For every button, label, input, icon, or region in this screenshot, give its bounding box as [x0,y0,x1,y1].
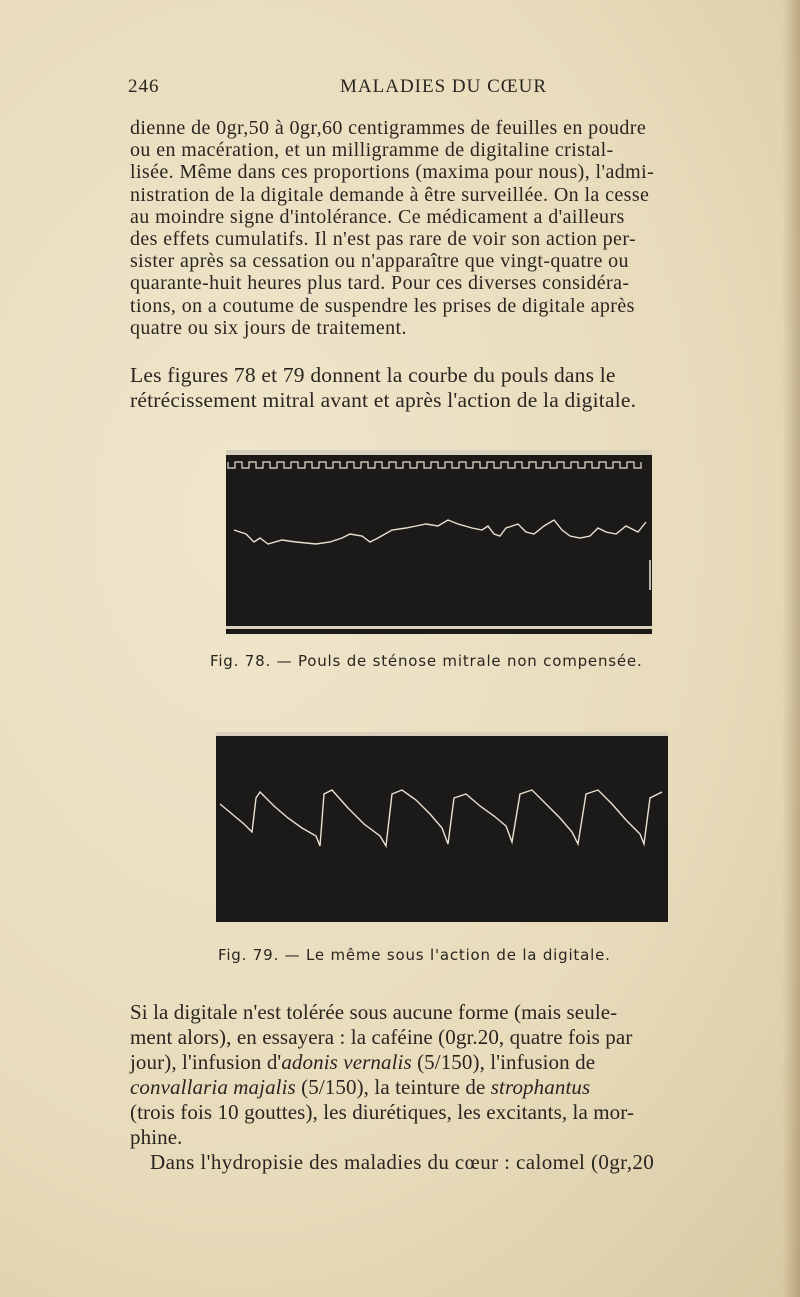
figure-78-caption: Fig. 78. — Pouls de sténose mitrale non compensée. [210,652,643,670]
paragraph-3-part-3: (5/150), la teinture de [295,1075,491,1099]
running-header [128,76,748,104]
page-number: 246 [128,76,160,97]
pulse-tracing-79-image [216,732,668,922]
paragraph-3-part-1: Si la digitale n'est tolérée sous aucune forme (mais seule- ment alors), en essayera : la caféine (0gr.20, quatre fois par jour), l'infusion d' [130,1000,633,1074]
figure-79-pulse-tracing [216,732,668,922]
paragraph-3-part-4: (trois fois 10 gouttes), les diurétiques, les excitants, la mor- phine. [130,1100,635,1149]
figure-78-pulse-tracing [226,450,652,634]
paragraph-3 [130,1000,742,1150]
pulse-tracing-78-image [226,450,652,634]
paragraph-1: dienne de 0gr,50 à 0gr,60 centigrammes de feuilles en poudre ou en macération, et un milligramme de digitaline cristal- lisée. Même dans ces proportions (maxima pour nous), l'admi- nistration de la digitale demande à être surveillée. On la cesse au moindre signe d'intolérance. Ce médicament a d'ailleurs des effets cumulatifs. Il n'est pas rare de voir son action per- sister après sa cessation ou n'apparaître que vingt-quatre ou quarante-huit heures plus tard. Pour ces diverses considéra- tions, on a coutume de suspendre les prises de digitale après quatre ou six jours de traitement. [130,117,655,339]
term-convallaria-majalis: convallaria majalis [130,1075,296,1099]
running-title: MALADIES DU CŒUR [340,76,548,97]
term-adonis-vernalis: adonis vernalis [281,1050,412,1074]
paragraph-2: Les figures 78 et 79 donnent la courbe du pouls dans le rétrécissement mitral avant et après l'action de la digitale. [130,363,637,412]
page-edge-shadow [782,0,800,1297]
paragraph-4: Dans l'hydropisie des maladies du cœur : calomel (0gr,20 [150,1150,655,1174]
paragraph-3-part-2: (5/150), l'infusion de [417,1050,596,1074]
term-strophantus: strophantus [490,1075,591,1099]
figure-79-caption: Fig. 79. — Le même sous l'action de la digitale. [218,946,611,964]
